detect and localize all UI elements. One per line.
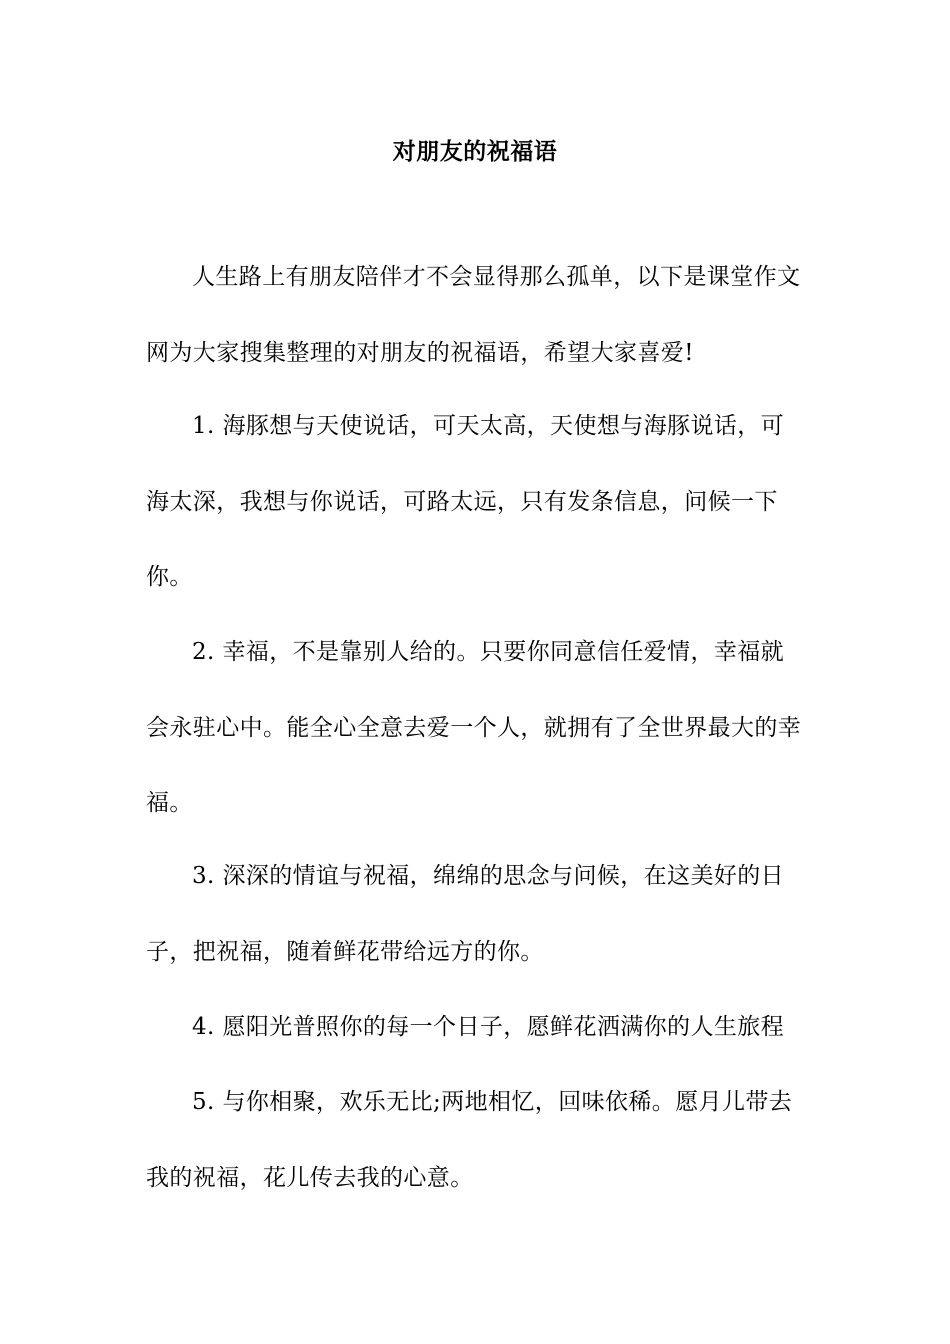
intro-paragraph: 人生路上有朋友陪伴才不会显得那么孤单，以下是课堂作文网为大家搜集整理的对朋友的祝福语，希望大家喜爱! (146, 264, 801, 366)
wish-item-3: 3. 深深的情谊与祝福，绵绵的思念与问候，在这美好的日子，把祝福，随着鲜花带给远方的你。 (146, 863, 785, 965)
document-title: 对朋友的祝福语 (392, 139, 558, 165)
wish-item-5: 5. 与你相聚，欢乐无比;两地相忆，回味依稀。愿月儿带去我的祝福，花儿传去我的心意。 (146, 1089, 793, 1191)
wish-item-4: 4. 愿阳光普照你的每一个日子，愿鲜花洒满你的人生旅程 (192, 1014, 785, 1040)
wish-item-2: 2. 幸福，不是靠别人给的。只要你同意信任爱情，幸福就会永驻心中。能全心全意去爱一个人，就拥有了全世界最大的幸福。 (146, 639, 802, 816)
wish-item-1: 1. 海豚想与天使说话，可天太高，天使想与海豚说话，可海太深，我想与你说话，可路太远，只有发条信息，问候一下你。 (146, 413, 785, 590)
